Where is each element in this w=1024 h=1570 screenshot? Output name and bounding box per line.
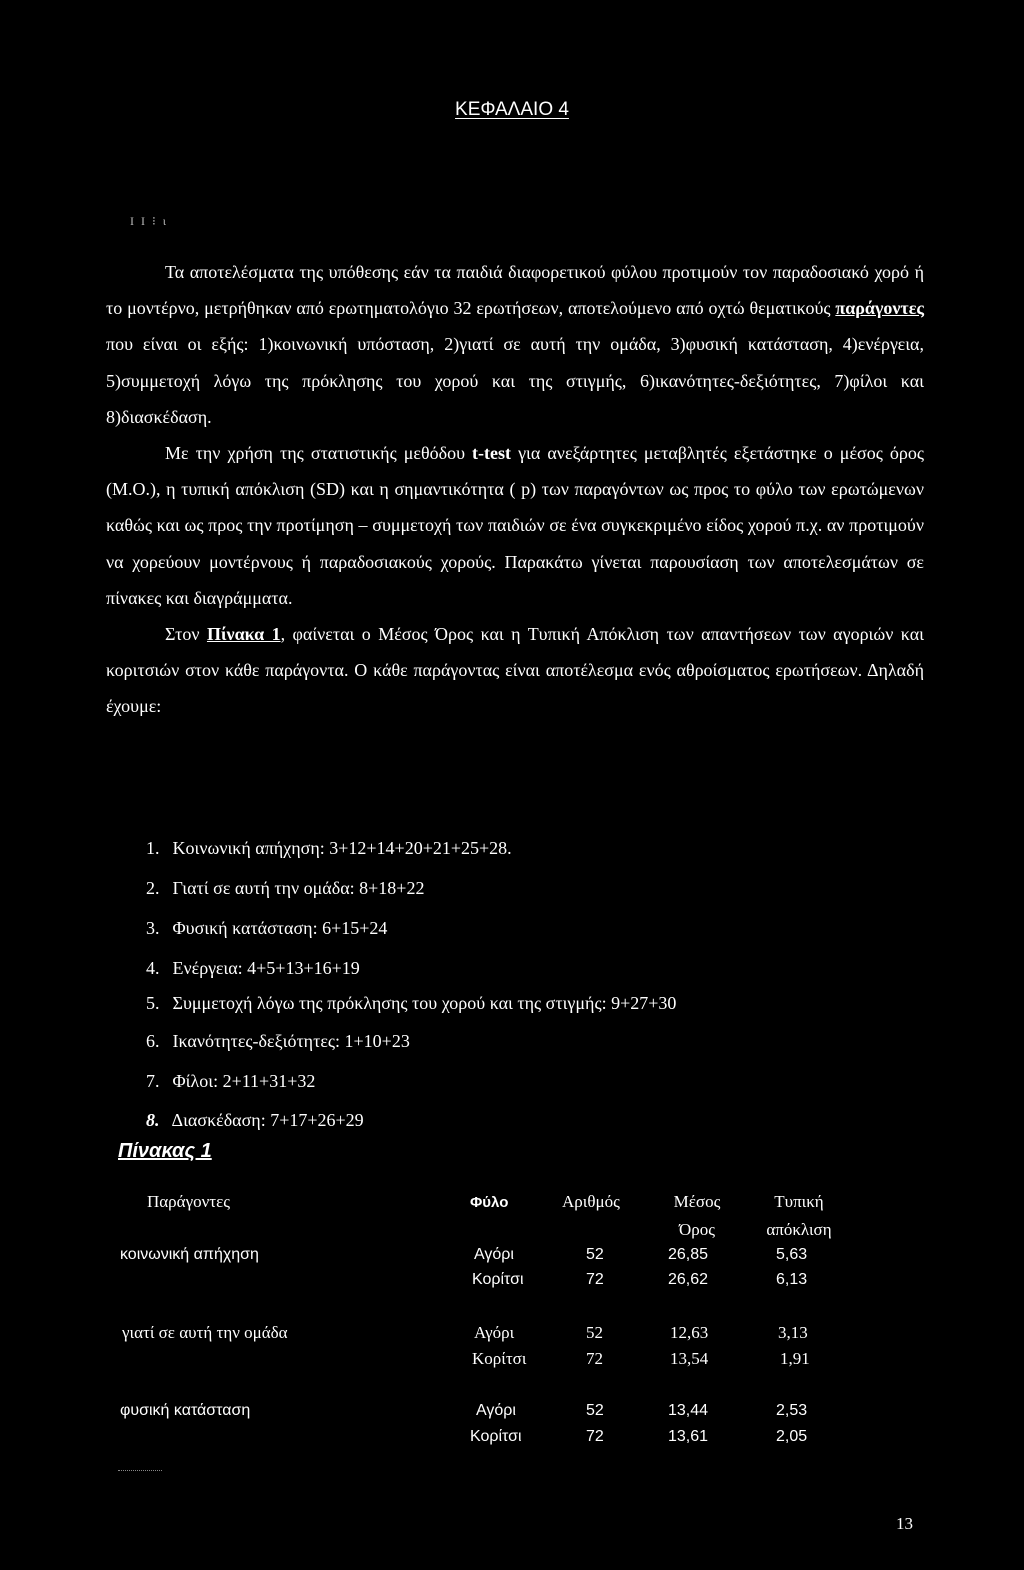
table-cell-mean: 13,54 [670, 1349, 709, 1368]
table-cell-sex: Αγόρι [474, 1323, 515, 1342]
factor-label: κοινωνική απήχηση [120, 1246, 259, 1263]
header-sd-line2: απόκλιση [766, 1220, 832, 1239]
table-caption: Πίνακας 1 [118, 1140, 212, 1162]
table-cell-mean: 13,44 [668, 1402, 709, 1419]
table-cell-sd: 5,63 [776, 1246, 808, 1263]
table-cell-sex: Κορίτσι [472, 1271, 524, 1288]
table-cell-mean: 12,63 [670, 1323, 709, 1342]
header-sex: Φύλο [470, 1194, 509, 1211]
table-cell-sd: 2,53 [776, 1402, 808, 1419]
table-cell-mean: 26,62 [668, 1271, 709, 1288]
list-item: 1. Κοινωνική απήχηση: 3+12+14+20+21+25+28. [146, 838, 512, 858]
paragraph-results-intro: Τα αποτελέσματα της υπόθεσης εάν τα παιδιά διαφορετικού φύλου προτιμούν τον παραδοσιακό χορό ή το μοντέρνο, μετρήθηκαν από ερωτηματολόγιο 32 ερωτήσεων, αποτελούμενο από οχτώ θεματικούς παράγοντες που είναι οι εξής: 1)κοινωνική υπόσταση, 2)γιατί σε αυτή την ομάδα, 3)φυσική κατάσταση, 4)ενέργεια, 5)συμμετοχή λόγω της πρόκλησης του χορού και της στιγμής, 6)ικανότητες-δεξιότητες, 7)φίλοι και 8)διασκέδαση. [106, 262, 924, 427]
header-count: Αριθμός [562, 1192, 620, 1211]
table-cell-mean: 26,85 [668, 1246, 709, 1263]
header-mean-line2: Όρος [679, 1220, 715, 1239]
table-cell-sd: 3,13 [778, 1323, 808, 1342]
header-sd-line1: Τυπική [774, 1192, 824, 1211]
t-test-emphasis: t-test [472, 443, 512, 464]
page-number: 13 [896, 1514, 913, 1533]
paragraph-table-intro: Στον Πίνακα 1, φαίνεται ο Μέσος Όρος και η Τυπική Απόκλιση των απαντήσεων των αγοριών και κοριτσιών στον κάθε παράγοντα. Ο κάθε παράγοντας είναι αποτέλεσμα ενός αθροίσματος ερωτήσεων. Δηλαδή έχουμε: [106, 624, 924, 717]
factor-label: φυσική κατάσταση [120, 1402, 251, 1419]
table-cell-sd: 1,91 [780, 1349, 810, 1368]
list-item: 8. Διασκέδαση: 7+17+26+29 [146, 1110, 364, 1130]
list-item: 6. Ικανότητες-δεξιότητες: 1+10+23 [146, 1031, 410, 1051]
footnote-divider [118, 1470, 162, 1471]
list-item: 7. Φίλοι: 2+11+31+32 [146, 1071, 316, 1091]
table-cell-mean: 13,61 [668, 1428, 709, 1445]
table-cell-sex: Κορίτσι [470, 1428, 522, 1445]
table-cell-sd: 6,13 [776, 1271, 808, 1288]
factor-label: γιατί σε αυτή την ομάδα [122, 1323, 288, 1342]
table-reference: Πίνακα 1 [206, 624, 281, 645]
factors-emphasis: παράγοντες [835, 298, 924, 319]
table-cell-count: 72 [586, 1349, 603, 1368]
header-mean-line1: Μέσος [673, 1192, 721, 1211]
table-cell-sex: Αγόρι [476, 1402, 516, 1419]
chapter-title: ΚΕΦΑΛΑΙΟ 4 [455, 99, 569, 120]
table-cell-sex: Αγόρι [474, 1246, 514, 1263]
table-cell-count: 72 [586, 1428, 604, 1445]
table-cell-sd: 2,05 [776, 1428, 808, 1445]
table-cell-count: 72 [586, 1271, 604, 1288]
table-cell-count: 52 [586, 1402, 604, 1419]
list-item: 5. Συμμετοχή λόγω της πρόκλησης του χορού και της στιγμής: 9+27+30 [146, 993, 677, 1013]
paragraph-method: Με την χρήση της στατιστικής μεθόδου t-test για ανεξάρτητες μεταβλητές εξετάστηκε ο μέσος όρος (Μ.Ο.), η τυπική απόκλιση (SD) και η σημαντικότητα ( p) των παραγόντων ως προς το φύλο των ερωτώμενων καθώς και ως προς την προτίμηση – συμμετοχή των παιδιών σε ένα συγκεκριμένο είδος χορού π.χ. αν προτιμούν να χορεύουν μοντέρνους ή παραδοσιακούς χορούς. Παρακάτω γίνεται παρουσίαση των αποτελεσμάτων σε πίνακες και διαγράμματα. [106, 443, 925, 608]
table-cell-count: 52 [586, 1246, 604, 1263]
stray-marks: Ι Ι ⁝ ι [130, 214, 169, 228]
list-item: 2. Γιατί σε αυτή την ομάδα: 8+18+22 [146, 878, 425, 898]
list-item: 3. Φυσική κατάσταση: 6+15+24 [146, 918, 388, 938]
table-cell-sex: Κορίτσι [472, 1349, 527, 1368]
list-item: 4. Ενέργεια: 4+5+13+16+19 [146, 958, 360, 978]
body-text [106, 254, 924, 725]
header-factors: Παράγοντες [147, 1192, 230, 1211]
table-cell-count: 52 [586, 1323, 603, 1342]
